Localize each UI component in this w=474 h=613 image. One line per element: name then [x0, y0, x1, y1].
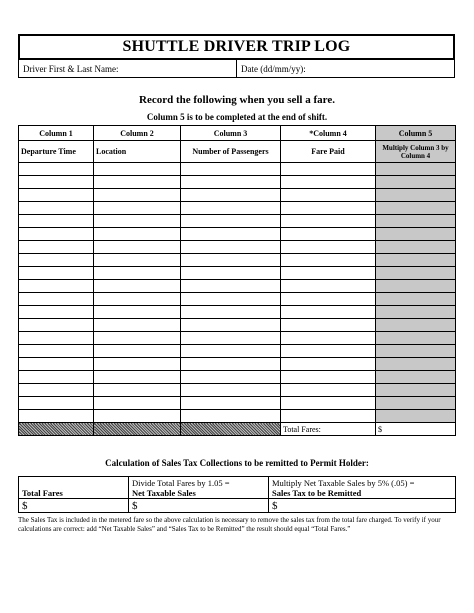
log-entry-cell[interactable] [181, 358, 281, 371]
log-entry-cell[interactable] [19, 332, 94, 345]
log-entry-cell[interactable] [376, 345, 456, 358]
log-entry-row [19, 267, 456, 280]
log-entry-cell[interactable] [94, 293, 181, 306]
log-entry-row [19, 332, 456, 345]
log-entry-row [19, 163, 456, 176]
log-entry-cell[interactable] [94, 228, 181, 241]
log-entry-cell[interactable] [19, 254, 94, 267]
log-entry-row [19, 254, 456, 267]
log-entry-cell[interactable] [281, 358, 376, 371]
log-entry-cell[interactable] [19, 319, 94, 332]
hatched-cell [19, 423, 94, 436]
log-entry-cell[interactable] [94, 345, 181, 358]
driver-info-row [18, 60, 455, 78]
log-entry-row [19, 293, 456, 306]
calculation-title: Calculation of Sales Tax Collections to be remitted to Permit Holder: [105, 458, 369, 468]
log-entry-cell[interactable] [376, 228, 456, 241]
log-entry-cell[interactable] [181, 267, 281, 280]
log-entry-row [19, 319, 456, 332]
column-number: *Column 4 [281, 126, 376, 141]
log-entry-cell[interactable] [281, 345, 376, 358]
log-entry-cell[interactable] [94, 189, 181, 202]
log-entry-row [19, 306, 456, 319]
column-number: Column 3 [181, 126, 281, 141]
log-entry-cell[interactable] [94, 306, 181, 319]
log-entry-cell[interactable] [376, 397, 456, 410]
log-entry-cell[interactable] [376, 202, 456, 215]
log-entry-cell[interactable] [94, 384, 181, 397]
log-entry-cell[interactable] [376, 215, 456, 228]
log-entry-cell[interactable] [94, 163, 181, 176]
log-entry-cell[interactable] [281, 397, 376, 410]
sales-tax-cell [269, 477, 456, 499]
log-entry-cell[interactable] [281, 228, 376, 241]
column-number: Column 2 [94, 126, 181, 141]
total-fares-cell [19, 477, 129, 499]
log-entry-cell[interactable] [376, 280, 456, 293]
log-entry-cell[interactable] [281, 215, 376, 228]
sales-tax-remitted-label: Sales Tax to be Remitted [272, 488, 362, 498]
log-entry-row [19, 202, 456, 215]
log-entry-cell[interactable] [281, 163, 376, 176]
instruction-subheading: Column 5 is to be completed at the end of shift. [146, 112, 328, 122]
column-number: Column 1 [19, 126, 94, 141]
log-entry-cell[interactable] [19, 163, 94, 176]
column-header: Number of Passengers [181, 141, 281, 163]
log-entry-cell[interactable] [376, 332, 456, 345]
log-entry-cell[interactable] [94, 371, 181, 384]
log-entry-cell[interactable] [181, 280, 281, 293]
log-entry-cell[interactable] [94, 410, 181, 423]
hatched-cell [94, 423, 181, 436]
log-entry-cell[interactable] [94, 241, 181, 254]
log-entry-cell[interactable] [181, 241, 281, 254]
log-entry-row [19, 371, 456, 384]
log-entry-row [19, 176, 456, 189]
log-entry-cell[interactable] [181, 293, 281, 306]
log-entry-cell[interactable] [281, 293, 376, 306]
log-entry-cell[interactable] [376, 189, 456, 202]
calc-value-row [19, 499, 456, 513]
driver-name-field[interactable] [19, 60, 237, 77]
driver-name-label: Driver First & Last Name: [23, 63, 119, 74]
log-entry-cell[interactable] [281, 410, 376, 423]
log-entry-cell[interactable] [181, 410, 281, 423]
log-entry-cell[interactable] [19, 189, 94, 202]
log-entry-cell[interactable] [19, 384, 94, 397]
column-number-row [19, 126, 456, 141]
log-entry-row [19, 358, 456, 371]
log-entry-cell[interactable] [19, 176, 94, 189]
total-fares-label: Total Fares: [281, 423, 376, 436]
hatched-cell [181, 423, 281, 436]
log-entry-cell[interactable] [94, 358, 181, 371]
log-entry-cell[interactable] [376, 306, 456, 319]
log-entry-cell[interactable] [181, 176, 281, 189]
log-entry-cell[interactable] [281, 319, 376, 332]
log-entry-cell[interactable] [181, 202, 281, 215]
log-entry-cell[interactable] [94, 267, 181, 280]
log-entry-cell[interactable] [376, 358, 456, 371]
date-field[interactable] [237, 60, 454, 77]
log-entry-cell[interactable] [281, 189, 376, 202]
log-entry-cell[interactable] [281, 241, 376, 254]
date-label: Date (dd/mm/yy): [241, 63, 306, 74]
log-entry-cell[interactable] [19, 397, 94, 410]
log-entry-cell[interactable] [19, 280, 94, 293]
log-entry-row [19, 410, 456, 423]
log-entry-cell[interactable] [181, 163, 281, 176]
net-taxable-sales-label: Net Taxable Sales [132, 488, 196, 498]
log-entry-cell[interactable] [19, 306, 94, 319]
log-entry-cell[interactable] [181, 215, 281, 228]
log-entry-cell[interactable] [281, 332, 376, 345]
log-entry-cell[interactable] [19, 228, 94, 241]
sales-tax-input[interactable]: $ [269, 499, 456, 513]
log-entry-cell[interactable] [94, 280, 181, 293]
log-entry-row [19, 384, 456, 397]
log-entry-cell[interactable] [19, 202, 94, 215]
instruction-heading: Record the following when you sell a fare. [139, 94, 335, 106]
log-entry-cell[interactable] [181, 332, 281, 345]
log-entry-cell[interactable] [19, 358, 94, 371]
log-entry-row [19, 280, 456, 293]
log-entry-cell[interactable] [376, 319, 456, 332]
total-fares-row [19, 423, 456, 436]
log-entry-cell[interactable] [281, 371, 376, 384]
log-entry-cell[interactable] [376, 384, 456, 397]
page-title: SHUTTLE DRIVER TRIP LOG [18, 34, 455, 60]
log-entry-cell[interactable] [94, 215, 181, 228]
log-entry-cell[interactable] [19, 410, 94, 423]
log-entry-cell[interactable] [94, 397, 181, 410]
log-entry-cell[interactable] [181, 319, 281, 332]
log-entry-cell[interactable] [281, 267, 376, 280]
log-entry-cell[interactable] [94, 332, 181, 345]
log-entry-cell[interactable] [376, 293, 456, 306]
column-number: Column 5 [376, 126, 456, 141]
log-entry-cell[interactable] [94, 176, 181, 189]
net-taxable-cell [129, 477, 269, 499]
log-entry-cell[interactable] [376, 176, 456, 189]
total-fares-input[interactable]: $ [19, 499, 129, 513]
log-entry-cell[interactable] [94, 319, 181, 332]
log-entry-cell[interactable] [376, 163, 456, 176]
column-header: Departure Time [19, 141, 94, 163]
log-entry-cell[interactable] [181, 306, 281, 319]
verification-note: The Sales Tax is included in the metered fare so the above calculation is necessary to remove the sales tax from the total fare charged. To verify if your calculations are correct: add “Net Taxable Sales” and “Sales Tax to be Remitted” the result should equal “Total Fares.” [18, 516, 441, 533]
log-entry-cell[interactable] [376, 267, 456, 280]
log-entry-cell[interactable] [94, 202, 181, 215]
log-entry-cell[interactable] [181, 254, 281, 267]
column-header: Multiply Column 3 by Column 4 [376, 141, 456, 163]
trip-log-table [18, 125, 456, 436]
log-entry-cell[interactable] [181, 345, 281, 358]
log-entry-cell[interactable] [19, 215, 94, 228]
column-header: Fare Paid [281, 141, 376, 163]
calc-label-row [19, 477, 456, 499]
log-entry-cell[interactable] [281, 384, 376, 397]
log-entry-cell[interactable] [19, 293, 94, 306]
log-entry-cell[interactable] [181, 397, 281, 410]
log-entry-cell[interactable] [94, 254, 181, 267]
total-fares-value[interactable]: $ [376, 423, 456, 436]
log-entry-cell[interactable] [281, 280, 376, 293]
sales-tax-table [18, 476, 456, 513]
log-entry-cell[interactable] [19, 345, 94, 358]
log-entry-cell[interactable] [281, 202, 376, 215]
log-entry-cell[interactable] [181, 384, 281, 397]
column-header: Location [94, 141, 181, 163]
log-entry-cell[interactable] [376, 254, 456, 267]
total-fares-label: Total Fares [22, 488, 63, 498]
divide-instruction: Divide Total Fares by 1.05 = [132, 478, 230, 488]
log-entry-row [19, 241, 456, 254]
log-entry-cell[interactable] [181, 189, 281, 202]
log-entry-cell[interactable] [181, 228, 281, 241]
log-entry-row [19, 228, 456, 241]
log-entry-row [19, 215, 456, 228]
log-entry-cell[interactable] [181, 371, 281, 384]
log-entry-cell[interactable] [19, 267, 94, 280]
log-entry-row [19, 345, 456, 358]
log-entry-cell[interactable] [376, 371, 456, 384]
multiply-instruction: Multiply Net Taxable Sales by 5% (.05) = [272, 478, 415, 488]
log-entry-cell[interactable] [376, 410, 456, 423]
log-entry-cell[interactable] [281, 254, 376, 267]
log-entry-row [19, 189, 456, 202]
log-entry-cell[interactable] [19, 241, 94, 254]
log-entry-cell[interactable] [376, 241, 456, 254]
log-entry-row [19, 397, 456, 410]
column-header-row [19, 141, 456, 163]
net-taxable-sales-input[interactable]: $ [129, 499, 269, 513]
log-entry-cell[interactable] [19, 371, 94, 384]
log-entry-cell[interactable] [281, 176, 376, 189]
log-entry-cell[interactable] [281, 306, 376, 319]
